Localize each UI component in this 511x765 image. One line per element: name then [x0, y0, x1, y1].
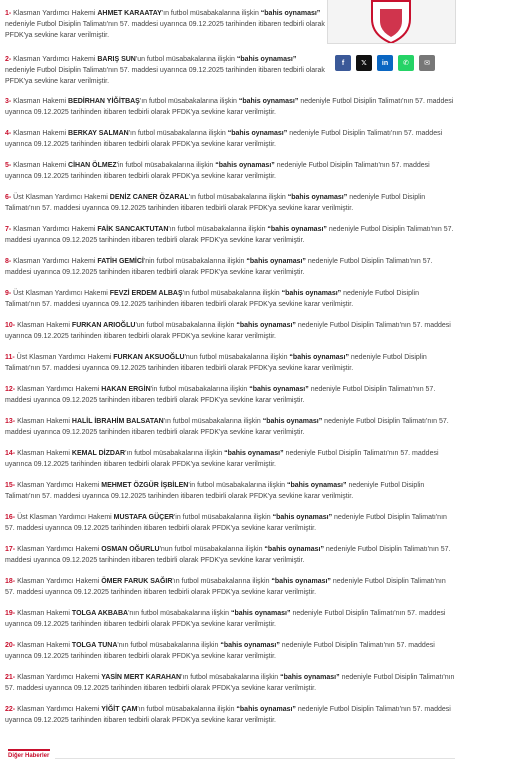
- item-rank: Klasman Yardımcı Hakemi: [11, 226, 98, 233]
- item-number: 5-: [5, 162, 12, 169]
- bahis-phrase: “bahis oynaması”: [224, 450, 284, 457]
- decision-item: [5, 128, 455, 150]
- item-number: 8-: [5, 258, 12, 265]
- item-rank: Klasman Hakemi: [15, 450, 72, 457]
- item-number: 7-: [5, 226, 12, 233]
- whatsapp-share-button[interactable]: [398, 55, 414, 71]
- referee-name: FATİH GEMİCİ: [97, 258, 144, 265]
- item-text: 'ın futbol müsabakalarına ilişkin: [139, 98, 239, 105]
- item-rank: Klasman Yardımcı Hakemi: [11, 258, 98, 265]
- bahis-phrase: “bahis oynaması”: [246, 258, 306, 265]
- item-rank: Klasman Yardımcı Hakemi: [15, 386, 102, 393]
- item-text-rest: nedeniyle Futbol Disiplin Talimatı'nın 57. maddesi uyarınca 09.12.2025 tarihinden itibaren tedbirli olarak PFDK'ya sevkine karar verilmiştir.: [5, 67, 325, 86]
- referee-name: YİĞİT ÇAM: [101, 706, 138, 713]
- item-text-rest: nedeniyle Futbol Disiplin Talimatı'nın 57. maddesi uyarınca 09.12.2025 tarihinden itibaren tedbirli olarak PFDK'ya sevkine karar verilmiştir.: [5, 578, 446, 597]
- facebook-icon: f: [341, 59, 345, 67]
- item-number: 17-: [5, 546, 16, 553]
- item-number: 2-: [5, 56, 12, 63]
- item-text-rest: nedeniyle Futbol Disiplin Talimatı'nın 57. maddesi uyarınca 09.12.2025 tarihinden itibaren tedbirli olarak PFDK'ya sevkine karar verilmiştir.: [5, 354, 427, 373]
- facebook-share-button[interactable]: [335, 55, 351, 71]
- item-rank: Klasman Yardımcı Hakemi: [15, 706, 102, 713]
- item-rank: Klasman Hakemi: [15, 418, 72, 425]
- share-bar: [335, 55, 435, 71]
- item-text: 'un futbol müsabakalarına ilişkin: [135, 56, 237, 63]
- bahis-phrase: “bahis oynaması”: [280, 674, 340, 681]
- decision-item: [5, 160, 455, 182]
- bahis-phrase: “bahis oynaması”: [289, 354, 349, 361]
- email-icon: ✉: [424, 60, 430, 67]
- referee-name: FAİK SANCAKTUTAN: [97, 226, 169, 233]
- item-text: 'in futbol müsabakalarına ilişkin: [173, 514, 273, 521]
- item-rank: Klasman Yardımcı Hakemi: [15, 674, 102, 681]
- referee-name: HAKAN ERGİN: [101, 386, 151, 393]
- referee-name: KEMAL DİZDAR: [71, 450, 126, 457]
- decision-item: [5, 192, 455, 214]
- decision-item: [5, 256, 455, 278]
- decision-item: [5, 96, 455, 118]
- item-rank: Klasman Yardımcı Hakemi: [15, 578, 102, 585]
- item-text: 'ın futbol müsabakalarına ilişkin: [161, 10, 261, 17]
- decision-item: [5, 352, 455, 374]
- item-rank: Klasman Hakemi: [11, 130, 69, 137]
- item-text: 'in futbol müsabakalarına ilişkin: [188, 482, 287, 489]
- referee-name: BARIŞ SUN: [97, 56, 136, 63]
- decision-item: [5, 416, 455, 438]
- item-number: 13-: [5, 418, 16, 425]
- item-text-rest: nedeniyle Futbol Disiplin Talimatı'nın 57. maddesi uyarınca 09.12.2025 tarihinden itibaren tedbirli olarak PFDK'ya sevkine karar verilmiştir.: [5, 290, 419, 309]
- referee-name: YASİN MERT KARAHAN: [101, 674, 182, 681]
- referee-name: HALİL İBRAHİM BALSATAN: [71, 418, 164, 425]
- item-rank: Klasman Hakemi: [15, 322, 72, 329]
- decision-item: [5, 320, 455, 342]
- item-number: 9-: [5, 290, 12, 297]
- bahis-phrase: “bahis oynaması”: [286, 482, 347, 489]
- item-text-rest: nedeniyle Futbol Disiplin Talimatı'nın 57. maddesi uyarınca 09.12.2025 tarihinden itibaren tedbirli olarak PFDK'ya sevkine karar verilmiştir.: [5, 642, 435, 661]
- item-number: 3-: [5, 98, 12, 105]
- bahis-phrase: “bahis oynaması”: [260, 10, 321, 17]
- item-text: 'ın futbol müsabakalarına ilişkin: [125, 450, 225, 457]
- item-text: 'nun futbol müsabakalarına ilişkin: [159, 546, 265, 553]
- bahis-phrase: “bahis oynaması”: [236, 322, 296, 329]
- item-text-rest: nedeniyle Futbol Disiplin Talimatı'nın 57. maddesi uyarınca 09.12.2025 tarihinden itibaren tedbirli olarak PFDK'ya sevkine karar verilmiştir.: [5, 610, 446, 629]
- referee-name: AHMET KARAATAY: [97, 10, 162, 17]
- referee-name: DENİZ CANER ÖZARAL: [109, 194, 189, 201]
- item-text: 'nun futbol müsabakalarına ilişkin: [184, 354, 290, 361]
- bahis-phrase: “bahis oynaması”: [267, 226, 327, 233]
- referee-name: FURKAN AKSUOĞLU: [113, 354, 185, 361]
- item-number: 11-: [5, 354, 15, 361]
- email-share-button[interactable]: [419, 55, 435, 71]
- bahis-phrase: “bahis oynaması”: [281, 290, 342, 297]
- item-rank: Üst Klasman Yardımcı Hakemi: [14, 354, 114, 361]
- item-number: 16-: [5, 514, 16, 521]
- item-text: 'ın futbol müsabakalarına ilişkin: [181, 674, 281, 681]
- item-number: 6-: [5, 194, 12, 201]
- bahis-phrase: “bahis oynaması”: [236, 706, 296, 713]
- item-number: 15-: [5, 482, 16, 489]
- decision-item: [5, 384, 455, 406]
- item-text: 'in futbol müsabakalarına ilişkin: [150, 386, 250, 393]
- item-text-rest: nedeniyle Futbol Disiplin Talimatı'nın 57. maddesi uyarınca 09.12.2025 tarihinden itibaren tedbirli olarak PFDK'ya sevkine karar verilmiştir.: [5, 258, 433, 277]
- item-number: 19-: [5, 610, 16, 617]
- item-text-rest: nedeniyle Futbol Disiplin Talimatı'nın 57. maddesi uyarınca 09.12.2025 tarihinden itibaren tedbirli olarak PFDK'ya sevkine karar verilmiştir.: [5, 226, 454, 245]
- decision-item: [5, 640, 455, 662]
- item-text: 'ın futbol müsabakalarına ilişkin: [137, 706, 237, 713]
- decision-item: [5, 512, 455, 534]
- item-text-rest: nedeniyle Futbol Disiplin Talimatı'nın 57. maddesi uyarınca 09.12.2025 tarihinden itibaren tedbirli olarak PFDK'ya sevkine karar verilmiştir.: [5, 546, 451, 565]
- item-text: 'un futbol müsabakalarına ilişkin: [135, 322, 237, 329]
- referee-name: TOLGA TUNA: [71, 642, 118, 649]
- referee-name: CİHAN ÖLMEZ: [68, 162, 117, 169]
- item-rank: Üst Klasman Yardımcı Hakemi: [11, 194, 110, 201]
- item-number: 20-: [5, 642, 16, 649]
- item-text: 'ın futbol müsabakalarına ilişkin: [128, 130, 228, 137]
- referee-name: TOLGA AKBABA: [71, 610, 129, 617]
- other-news-label: Diğer Haberler: [8, 749, 50, 765]
- referee-name: BERKAY SALMAN: [68, 130, 129, 137]
- x-icon: 𝕏: [361, 60, 367, 67]
- item-text: 'nın futbol müsabakalarına ilişkin: [117, 642, 221, 649]
- referee-name: FURKAN ARIOĞLU: [71, 322, 136, 329]
- item-text-rest: nedeniyle Futbol Disiplin Talimatı'nın 57. maddesi uyarınca 09.12.2025 tarihinden itibaren tedbirli olarak PFDK'ya sevkine karar verilmiştir.: [5, 194, 426, 213]
- decision-item: [5, 448, 455, 470]
- item-text-rest: nedeniyle Futbol Disiplin Talimatı'nın 57. maddesi uyarınca 09.12.2025 tarihinden itibaren tedbirli olarak PFDK'ya sevkine karar verilmiştir.: [5, 21, 325, 40]
- bahis-phrase: “bahis oynaması”: [287, 194, 348, 201]
- item-number: 12-: [5, 386, 16, 393]
- item-rank: Klasman Yardımcı Hakemi: [11, 10, 98, 17]
- item-number: 22-: [5, 706, 16, 713]
- item-text: 'nın futbol müsabakalarına ilişkin: [128, 610, 231, 617]
- item-text-rest: nedeniyle Futbol Disiplin Talimatı'nın 57. maddesi uyarınca 09.12.2025 tarihinden itibaren tedbirli olarak PFDK'ya sevkine karar verilmiştir.: [5, 514, 447, 533]
- item-text-rest: nedeniyle Futbol Disiplin Talimatı'nın 57. maddesi uyarınca 09.12.2025 tarihinden itibaren tedbirli olarak PFDK'ya sevkine karar verilmiştir.: [5, 450, 439, 469]
- referee-name: MEHMET ÖZGÜR İŞBİLEN: [101, 482, 189, 489]
- bahis-phrase: “bahis oynaması”: [262, 418, 323, 425]
- item-text: 'ın futbol müsabakalarına ilişkin: [188, 194, 288, 201]
- bahis-phrase: “bahis oynaması”: [264, 546, 324, 553]
- item-number: 1-: [5, 10, 12, 17]
- item-rank: Klasman Hakemi: [15, 642, 72, 649]
- bahis-phrase: “bahis oynaması”: [238, 98, 299, 105]
- item-rank: Klasman Hakemi: [15, 610, 72, 617]
- item-text-rest: nedeniyle Futbol Disiplin Talimatı'nın 57. maddesi uyarınca 09.12.2025 tarihinden itibaren tedbirli olarak PFDK'ya sevkine karar verilmiştir.: [5, 162, 430, 181]
- bahis-phrase: “bahis oynaması”: [236, 56, 297, 63]
- decision-item: [5, 608, 455, 630]
- item-number: 10-: [5, 322, 16, 329]
- item-text-rest: nedeniyle Futbol Disiplin Talimatı'nın 57. maddesi uyarınca 09.12.2025 tarihinden itibaren tedbirli olarak PFDK'ya sevkine karar verilmiştir.: [5, 418, 449, 437]
- item-text: 'ın futbol müsabakalarına ilişkin: [168, 226, 268, 233]
- linkedin-icon: in: [381, 59, 389, 67]
- item-rank: Klasman Yardımcı Hakemi: [15, 482, 102, 489]
- item-text: 'nin futbol müsabakalarına ilişkin: [143, 258, 247, 265]
- item-rank: Klasman Hakemi: [11, 162, 69, 169]
- decision-item: [5, 576, 455, 598]
- referee-name: MUSTAFA GÜÇER: [113, 514, 174, 521]
- item-number: 4-: [5, 130, 12, 137]
- decision-item: [5, 544, 455, 566]
- item-text: 'ın futbol müsabakalarına ilişkin: [163, 418, 263, 425]
- decision-item: [5, 288, 455, 310]
- whatsapp-icon: ✆: [403, 60, 409, 67]
- item-rank: Klasman Yardımcı Hakemi: [15, 546, 102, 553]
- referee-name: ÖMER FARUK SAĞIR: [101, 578, 173, 585]
- item-text-rest: nedeniyle Futbol Disiplin Talimatı'nın 57. maddesi uyarınca 09.12.2025 tarihinden itibaren tedbirli olarak PFDK'ya sevkine karar verilmiştir.: [5, 674, 455, 693]
- federation-logo-icon: [328, 0, 455, 43]
- bahis-phrase: “bahis oynaması”: [272, 514, 333, 521]
- decision-item: [5, 8, 325, 42]
- decision-item: [5, 480, 455, 502]
- footer-divider: [55, 758, 455, 759]
- item-text-rest: nedeniyle Futbol Disiplin Talimatı'nın 57. maddesi uyarınca 09.12.2025 tarihinden itibaren tedbirli olarak PFDK'ya sevkine karar verilmiştir.: [5, 98, 454, 117]
- item-text: 'in futbol müsabakalarına ilişkin: [116, 162, 216, 169]
- item-text-rest: nedeniyle Futbol Disiplin Talimatı'nın 57. maddesi uyarınca 09.12.2025 tarihinden itibaren tedbirli olarak PFDK'ya sevkine karar verilmiştir.: [5, 386, 436, 405]
- bahis-phrase: “bahis oynaması”: [230, 610, 291, 617]
- decision-item: [5, 224, 455, 246]
- item-rank: Klasman Hakemi: [11, 98, 69, 105]
- decision-item: [5, 704, 455, 726]
- item-text: 'ın futbol müsabakalarına ilişkin: [182, 290, 282, 297]
- referee-name: OSMAN OĞURLU: [101, 546, 160, 553]
- item-text-rest: nedeniyle Futbol Disiplin Talimatı'nın 57. maddesi uyarınca 09.12.2025 tarihinden itibaren tedbirli olarak PFDK'ya sevkine karar verilmiştir.: [5, 482, 425, 501]
- x-share-button[interactable]: [356, 55, 372, 71]
- bahis-phrase: “bahis oynaması”: [249, 386, 309, 393]
- item-text-rest: nedeniyle Futbol Disiplin Talimatı'nın 57. maddesi uyarınca 09.12.2025 tarihinden itibaren tedbirli olarak PFDK'ya sevkine karar verilmiştir.: [5, 322, 451, 341]
- referee-name: FEVZİ ERDEM ALBAŞ: [109, 290, 183, 297]
- item-number: 14-: [5, 450, 16, 457]
- bahis-phrase: “bahis oynaması”: [220, 642, 280, 649]
- bahis-phrase: “bahis oynaması”: [215, 162, 275, 169]
- item-rank: Klasman Yardımcı Hakemi: [11, 56, 98, 63]
- decision-item: [5, 672, 455, 694]
- item-rank: Üst Klasman Yardımcı Hakemi: [15, 514, 114, 521]
- item-number: 18-: [5, 578, 16, 585]
- bahis-phrase: “bahis oynaması”: [271, 578, 331, 585]
- item-rank: Üst Klasman Yardımcı Hakemi: [11, 290, 110, 297]
- decision-item: [5, 54, 325, 88]
- hero-image: [327, 0, 456, 44]
- referee-name: BEDİRHAN YİĞİTBAŞ: [68, 98, 140, 105]
- bahis-phrase: “bahis oynaması”: [227, 130, 288, 137]
- linkedin-share-button[interactable]: [377, 55, 393, 71]
- item-text: 'ın futbol müsabakalarına ilişkin: [172, 578, 272, 585]
- item-number: 21-: [5, 674, 16, 681]
- item-text-rest: nedeniyle Futbol Disiplin Talimatı'nın 57. maddesi uyarınca 09.12.2025 tarihinden itibaren tedbirli olarak PFDK'ya sevkine karar verilmiştir.: [5, 130, 443, 149]
- item-text-rest: nedeniyle Futbol Disiplin Talimatı'nın 57. maddesi uyarınca 09.12.2025 tarihinden itibaren tedbirli olarak PFDK'ya sevkine karar verilmiştir.: [5, 706, 451, 725]
